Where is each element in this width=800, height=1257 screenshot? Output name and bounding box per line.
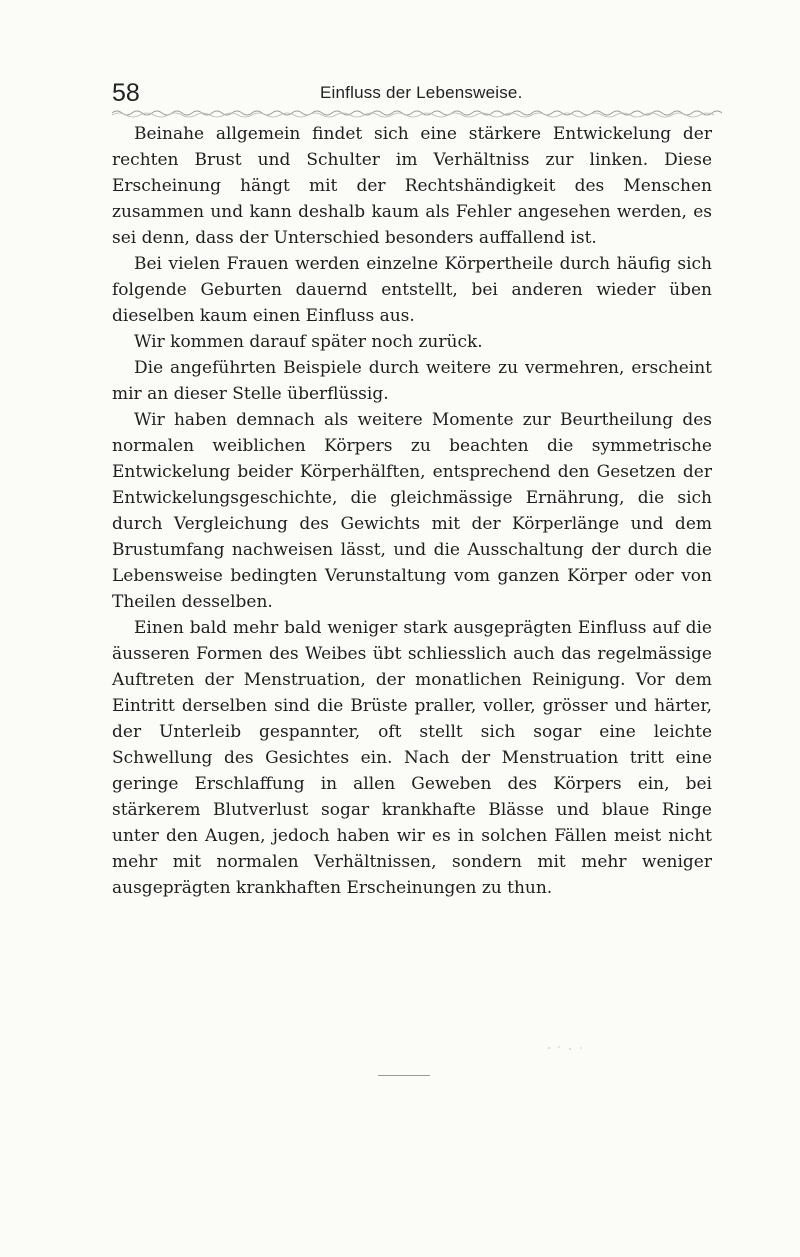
running-title: Einfluss der Lebensweise. [320,83,523,102]
page-number: 58 [112,79,140,107]
footer-rule [378,1075,430,1076]
paragraph: Die angeführten Beispiele durch weitere zu vermehren, erscheint mir an dieser Stelle überflüssig. [112,358,712,404]
paragraph: Wir kommen darauf später noch zurück. [134,332,483,352]
decorative-wavy-rule [112,108,722,118]
paragraph: Bei vielen Frauen werden einzelne Körpertheile durch häufig sich folgende Geburten dauernd entstellt, bei anderen wieder üben dieselben kaum einen Einfluss aus. [112,254,712,326]
paragraph: Einen bald mehr bald weniger stark ausgeprägten Einfluss auf die äusseren Formen des Weibes übt schliesslich auch das regelmässige Auftreten der Menstruation, der monatlichen Reinigung. Vor dem Eintritt derselben sind die Brüste praller, voller, grösser und härter, der Unterleib gespannter, oft stellt sich sogar eine leichte Schwellung des Gesichtes ein. Nach der Menstruation tritt eine geringe Erschlaffung in allen Geweben des Körpers ein, bei stärkerem Blutverlust sogar krankhafte Blässe und blaue Ringe unter den Augen, jedoch haben wir es in solchen Fällen meist nicht mehr mit normalen Verhältnissen, sondern mit mehr weniger ausgeprägten krankhaften Erscheinungen zu thun. [112,618,712,898]
paragraph: Beinahe allgemein findet sich eine stärkere Entwickelung der rechten Brust und Schulter im Verhältniss zur linken. Diese Erscheinung hängt mit der Rechtshändigkeit des Menschen zusammen und kann deshalb kaum als Fehler angesehen werden, es sei denn, dass der Unterschied besonders auffallend ist. [112,124,712,248]
print-speck-marks [545,1043,595,1053]
running-head [112,76,722,110]
body-text [112,121,712,901]
paragraph: Wir haben demnach als weitere Momente zur Beurtheilung des normalen weiblichen Körpers zu beachten die symmetrische Entwickelung beider Körperhälften, entsprechend den Gesetzen der Entwickelungsgeschichte, die gleichmässige Ernährung, die sich durch Vergleichung des Gewichts mit der Körperlänge und dem Brustumfang nachweisen lässt, und die Ausschaltung der durch die Lebensweise bedingten Verunstaltung vom ganzen Körper oder von Theilen desselben. [112,410,712,612]
